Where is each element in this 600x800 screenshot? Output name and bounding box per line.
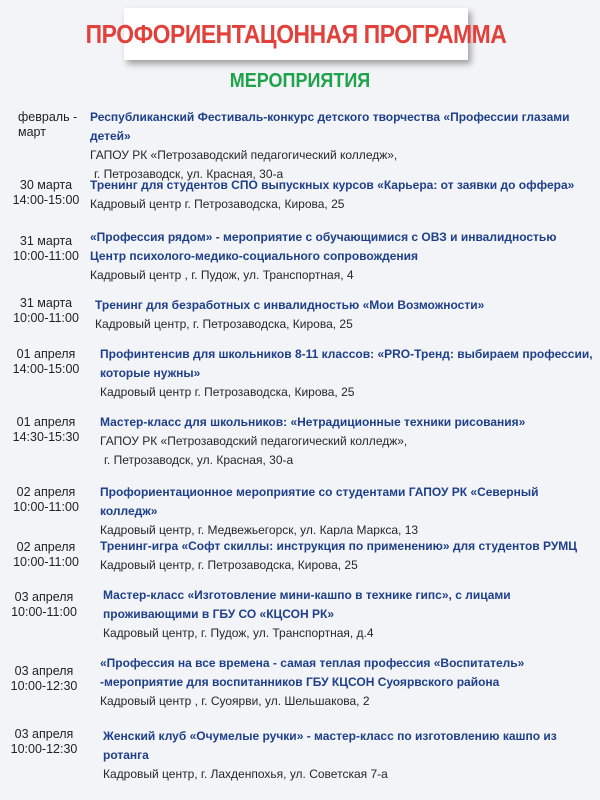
event-title-cont: Центр психолого-медико-социального сопровождения	[90, 249, 419, 263]
event-title: Тренинг для безработных с инвалидностью «Мои Возможности»	[95, 298, 485, 312]
event-time: 14:00-15:00	[12, 193, 80, 207]
event-time: 10:00-11:00	[13, 311, 79, 325]
event-date: 03 апреля	[14, 664, 74, 678]
event-title: «Профессия на все времена - самая теплая профессия «Воспитатель»	[100, 656, 525, 670]
event-title-cont: -мероприятие для воспитанников ГБУ КЦСОН Суоярвского района	[100, 675, 500, 689]
event-location: Кадровый центр, г. Петрозаводска, Кирова, 25	[95, 317, 353, 331]
event-body	[100, 537, 594, 575]
event-body	[90, 176, 594, 214]
event-time: март	[18, 125, 46, 139]
title-banner	[85, 8, 507, 60]
event-location: Кадровый центр , г. Суоярви, ул. Шельшакова, 2	[100, 694, 370, 708]
event-body	[100, 413, 594, 470]
event-date-block	[18, 110, 77, 140]
event-time: 10:00-11:00	[13, 555, 79, 569]
event-date: 02 апреля	[16, 540, 76, 554]
event-date-block	[10, 540, 82, 570]
event-body	[103, 586, 594, 643]
event-title: Тренинг-игра «Софт скиллы: инструкция по применению» для студентов РУМЦ	[100, 539, 578, 553]
event-location: Кадровый центр, г. Лахденпохья, ул. Советская 7-а	[103, 767, 388, 781]
event-date: 03 апреля	[14, 727, 74, 741]
event-date: 31 марта	[19, 296, 73, 310]
event-location: г. Петрозаводск, ул. Красная, 30-а	[104, 453, 294, 467]
event-title: Профориентационное мероприятие со студентами ГАПОУ РК «Северный колледж»	[100, 485, 539, 518]
event-date-block	[10, 415, 82, 445]
event-title: Мастер-класс для школьников: «Нетрадиционные техники рисования»	[100, 415, 526, 429]
event-time: 14:30-15:30	[12, 430, 80, 444]
event-date-block	[8, 727, 80, 757]
event-body	[100, 345, 594, 402]
event-body	[103, 727, 594, 784]
section-subtitle: МЕРОПРИЯТИЯ	[229, 70, 371, 92]
event-title: Республиканский Фестиваль-конкурс детского творчества «Профессии глазами детей»	[90, 110, 570, 143]
event-body	[95, 296, 594, 334]
event-body	[90, 108, 594, 184]
event-time: 10:00-11:00	[13, 249, 79, 263]
event-location: Кадровый центр , г. Пудож, ул. Транспортная, 4	[90, 268, 354, 282]
event-location: ГАПОУ РК «Петрозаводский педагогический колледж»,	[100, 434, 408, 448]
event-date: 01 апреля	[16, 347, 76, 361]
event-date-block	[10, 234, 82, 264]
event-date-block	[8, 664, 80, 694]
event-body	[100, 654, 594, 711]
event-location: г. Петрозаводск, ул. Красная, 30-а	[94, 167, 284, 181]
event-location: Кадровый центр, г. Петрозаводска, Кирова, 25	[100, 558, 358, 572]
event-title: Тренинг для студентов СПО выпускных курсов «Карьера: от заявки до оффера»	[90, 178, 575, 192]
event-date: 03 апреля	[14, 590, 74, 604]
event-time: 14:00-15:00	[12, 362, 80, 376]
event-time: 10:00-12:30	[10, 742, 78, 756]
event-date: 30 марта	[19, 178, 73, 192]
event-date: февраль -	[18, 110, 78, 124]
page-title: ПРОФОРИЕНТАЦОННАЯ ПРОГРАММА	[85, 18, 507, 49]
event-body	[100, 483, 594, 540]
event-location: Кадровый центр, г. Пудож, ул. Транспортная, д.4	[103, 626, 374, 640]
event-title: Мастер-класс «Изготовление мини-кашпо в технике гипс», с лицами	[103, 588, 511, 602]
event-title: «Профессия рядом» - мероприятие с обучающимися с ОВЗ и инвалидностью	[90, 230, 557, 244]
event-date-block	[10, 296, 82, 326]
event-location: Кадровый центр г. Петрозаводска, Кирова, 25	[90, 197, 345, 211]
event-location: ГАПОУ РК «Петрозаводский педагогический колледж»,	[90, 148, 398, 162]
event-date-block	[10, 178, 82, 208]
event-date: 31 марта	[19, 234, 73, 248]
event-title-cont: проживающими в ГБУ СО «КЦСОН РК»	[103, 607, 335, 621]
event-location: Кадровый центр, г. Медвежьегорск, ул. Карла Маркса, 13	[100, 523, 419, 537]
event-date-block	[8, 590, 80, 620]
event-date: 01 апреля	[16, 415, 76, 429]
event-title: Женский клуб «Очумелые ручки» - мастер-класс по изготовлению кашпо из ротанга	[103, 729, 557, 762]
event-location: Кадровый центр г. Петрозаводска, Кирова, 25	[100, 385, 355, 399]
event-date: 02 апреля	[16, 485, 76, 499]
event-title-cont: которые нужны»	[100, 366, 201, 380]
event-time: 10:00-11:00	[11, 605, 77, 619]
event-body	[90, 228, 594, 285]
event-time: 10:00-11:00	[13, 500, 79, 514]
event-date-block	[10, 485, 82, 515]
event-time: 10:00-12:30	[10, 679, 78, 693]
event-title: Профинтенсив для школьников 8-11 классов: «PRO-Тренд: выбираем профессии,	[100, 347, 593, 361]
event-date-block	[10, 347, 82, 377]
